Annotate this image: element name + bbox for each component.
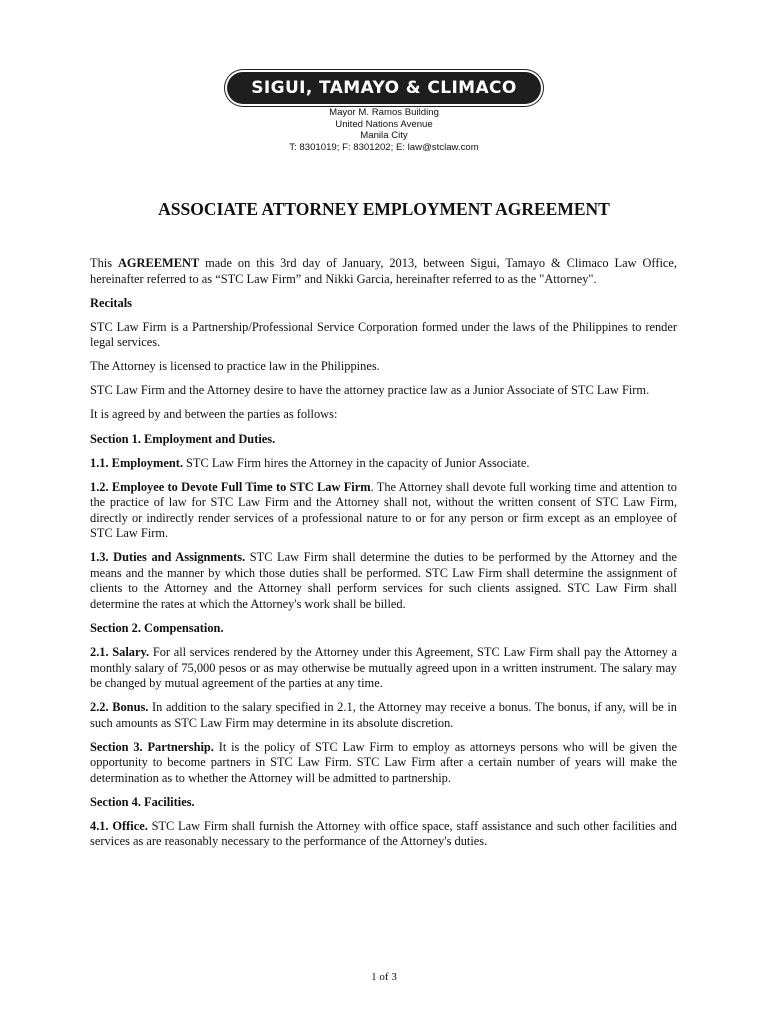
firm-address [0, 107, 768, 154]
recital-paragraph-2: The Attorney is licensed to practice law in the Philippines. [90, 359, 380, 374]
section-3-text: It is the policy of STC Law Firm to employ as attorneys persons who will be given the opportunity to become partners in STC Law Firm. STC Law Firm after a certain number of years will make the determination as to whether the Attorney will be admitted to partnership. [90, 739, 677, 785]
clause-2-2-text: In addition to the salary specified in 2.1, the Attorney may receive a bonus. The bonus, if any, will be in such amounts as STC Law Firm may determine in its absolute discretion. [90, 700, 677, 730]
recital-paragraph-3: STC Law Firm and the Attorney desire to have the attorney practice law as a Junior Associate of STC Law Firm. [90, 383, 650, 398]
clause-4-1-text: STC Law Firm shall furnish the Attorney with office space, staff assistance and such other facilities and services as are reasonably necessary to the performance of the Attorney's duties. [90, 818, 677, 849]
page-number: 1 of 3 [371, 971, 397, 983]
clause-2-2 [90, 700, 677, 731]
clause-4-1-label: 4.1. Office. [90, 818, 148, 833]
intro-paragraph [90, 256, 677, 287]
clause-1-3 [90, 550, 677, 612]
clause-1-1-label: 1.1. Employment. [90, 455, 183, 470]
clause-1-2 [90, 480, 677, 542]
clause-2-1-text: For all services rendered by the Attorney under this Agreement, STC Law Firm shall pay the Attorney a monthly salary of 75,000 pesos or as may otherwise be mutually agreed upon in a written instrument. The salary may be changed by mutual agreement of the parties at any time. [90, 645, 677, 691]
clause-1-3-text: STC Law Firm shall determine the duties to be performed by the Attorney and the means and the manner by which those duties shall be performed. STC Law Firm shall determine the assignment of clients to the Attorney and the Attorney shall perform services for such clients assigned. STC Law Firm shall determine the rates at which the Attorney's work shall be billed. [90, 550, 677, 611]
letterhead [0, 72, 768, 154]
address-line-2: United Nations Avenue [335, 118, 433, 130]
intro-text-post: made on this 3rd day of January, 2013, between Sigui, Tamayo & Climaco Law Office, hereinafter referred to as “STC Law Firm” and Nikki Garcia, hereinafter referred to as the "Attorney". [90, 256, 677, 286]
address-line-3: Manila City [360, 130, 408, 142]
recital-paragraph-1: STC Law Firm is a Partnership/Professional Service Corporation formed under the laws of the Philippines to render legal services. [90, 319, 677, 350]
section-1-heading: Section 1. Employment and Duties. [90, 431, 276, 446]
section-2-heading: Section 2. Compensation. [90, 620, 224, 635]
document-title: ASSOCIATE ATTORNEY EMPLOYMENT AGREEMENT [158, 199, 610, 219]
clause-4-1 [90, 819, 677, 850]
intro-agreement-term: AGREEMENT [117, 256, 200, 270]
clause-2-1 [90, 645, 677, 692]
clause-1-1 [90, 456, 677, 472]
firm-logo [227, 72, 541, 104]
recitals-heading: Recitals [90, 295, 132, 310]
recital-paragraph-4: It is agreed by and between the parties as follows: [90, 407, 338, 422]
clause-1-2-text: . The Attorney shall devote full working time and attention to the practice of law for STC Law Firm and the Attorney shall not, without the written consent of STC Law Firm, directly or indirectly render services of a professional nature to or for any person or firm except as an employee of STC Law Firm. [90, 479, 677, 541]
section-4-heading: Section 4. Facilities. [90, 794, 195, 809]
clause-1-2-label: 1.2. Employee to Devote Full Time to STC Law Firm [90, 479, 371, 494]
clause-1-3-label: 1.3. Duties and Assignments. [90, 550, 246, 565]
intro-text-pre: This [90, 256, 118, 270]
address-line-1: Mayor M. Ramos Building [329, 107, 439, 118]
agreement-body [90, 256, 677, 859]
clause-2-2-label: 2.2. Bonus. [90, 700, 149, 715]
section-3-label: Section 3. Partnership. [90, 739, 214, 754]
clause-2-1-label: 2.1. Salary. [90, 645, 150, 660]
firm-name: SIGUI, TAMAYO & CLIMACO [251, 78, 517, 98]
section-3-paragraph [90, 740, 677, 787]
clause-1-1-text: STC Law Firm hires the Attorney in the capacity of Junior Associate. [182, 455, 530, 470]
contact-line: T: 8301019; F: 8301202; E: law@stclaw.com [289, 142, 479, 154]
